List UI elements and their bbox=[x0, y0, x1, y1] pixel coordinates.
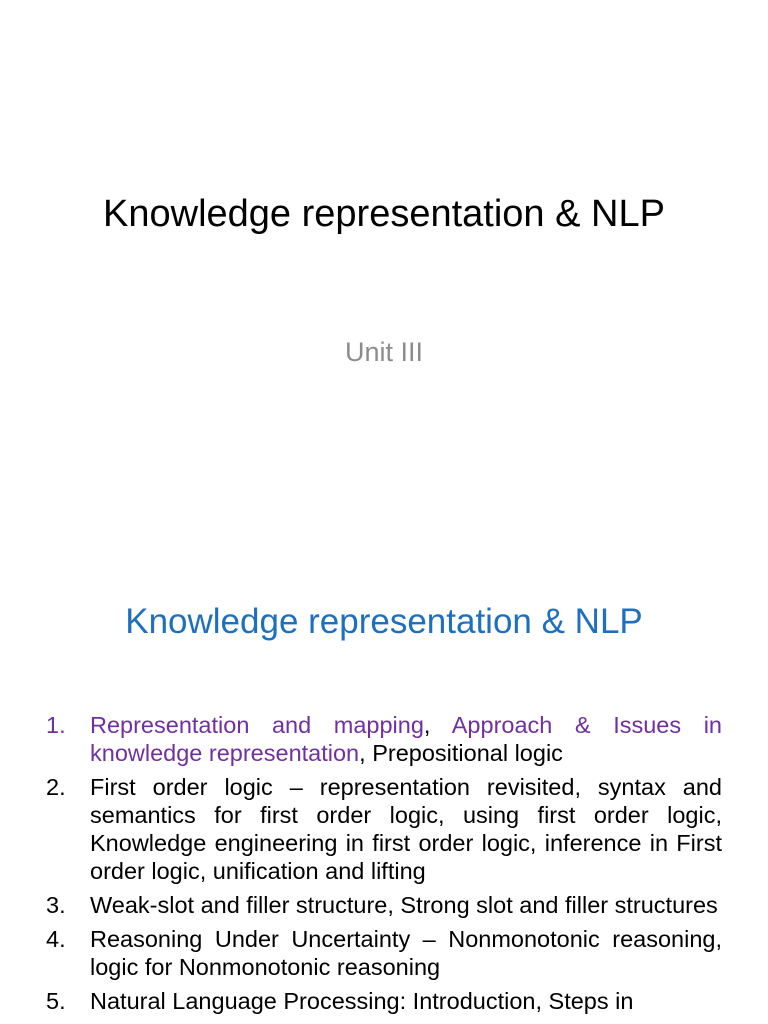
topic-list bbox=[46, 711, 722, 1021]
contents-title: Knowledge representation & NLP bbox=[125, 602, 643, 641]
topic-number: 2. bbox=[46, 774, 66, 800]
topic-item-1 bbox=[46, 711, 722, 767]
topic-number: 3. bbox=[46, 892, 66, 918]
topic-item-2 bbox=[46, 773, 722, 885]
contents-slide bbox=[0, 512, 768, 1024]
slide-subtitle: Unit III bbox=[344, 337, 424, 367]
slide-title: Knowledge representation & NLP bbox=[103, 193, 665, 235]
topic-number: 4. bbox=[46, 926, 66, 952]
topic-number: 5. bbox=[46, 988, 66, 1014]
topic-text: Natural Language Processing: Introduction, Steps in bbox=[90, 988, 634, 1014]
topic-segment-logic: , Prepositional logic bbox=[359, 740, 563, 766]
topic-segment-comma: , bbox=[423, 712, 452, 738]
topic-item-3 bbox=[46, 891, 722, 919]
topic-segment-approach: Approach & Issues in knowledge representation bbox=[90, 712, 722, 766]
topic-item-5 bbox=[46, 987, 722, 1015]
topic-text: First order logic – representation revisited, syntax and semantics for first order logic, using first order logic, Knowledge engineering in first order logic, inference in First order logic, unification and lifting bbox=[90, 774, 722, 884]
topic-number: 1. bbox=[46, 712, 66, 738]
topic-text: Weak-slot and filler structure, Strong slot and filler structures bbox=[90, 892, 718, 918]
topic-item-4 bbox=[46, 925, 722, 981]
topic-segment-mapping: Representation and mapping bbox=[90, 712, 424, 738]
topic-text: Reasoning Under Uncertainty – Nonmonotonic reasoning, logic for Nonmonotonic reasoning bbox=[90, 926, 722, 980]
